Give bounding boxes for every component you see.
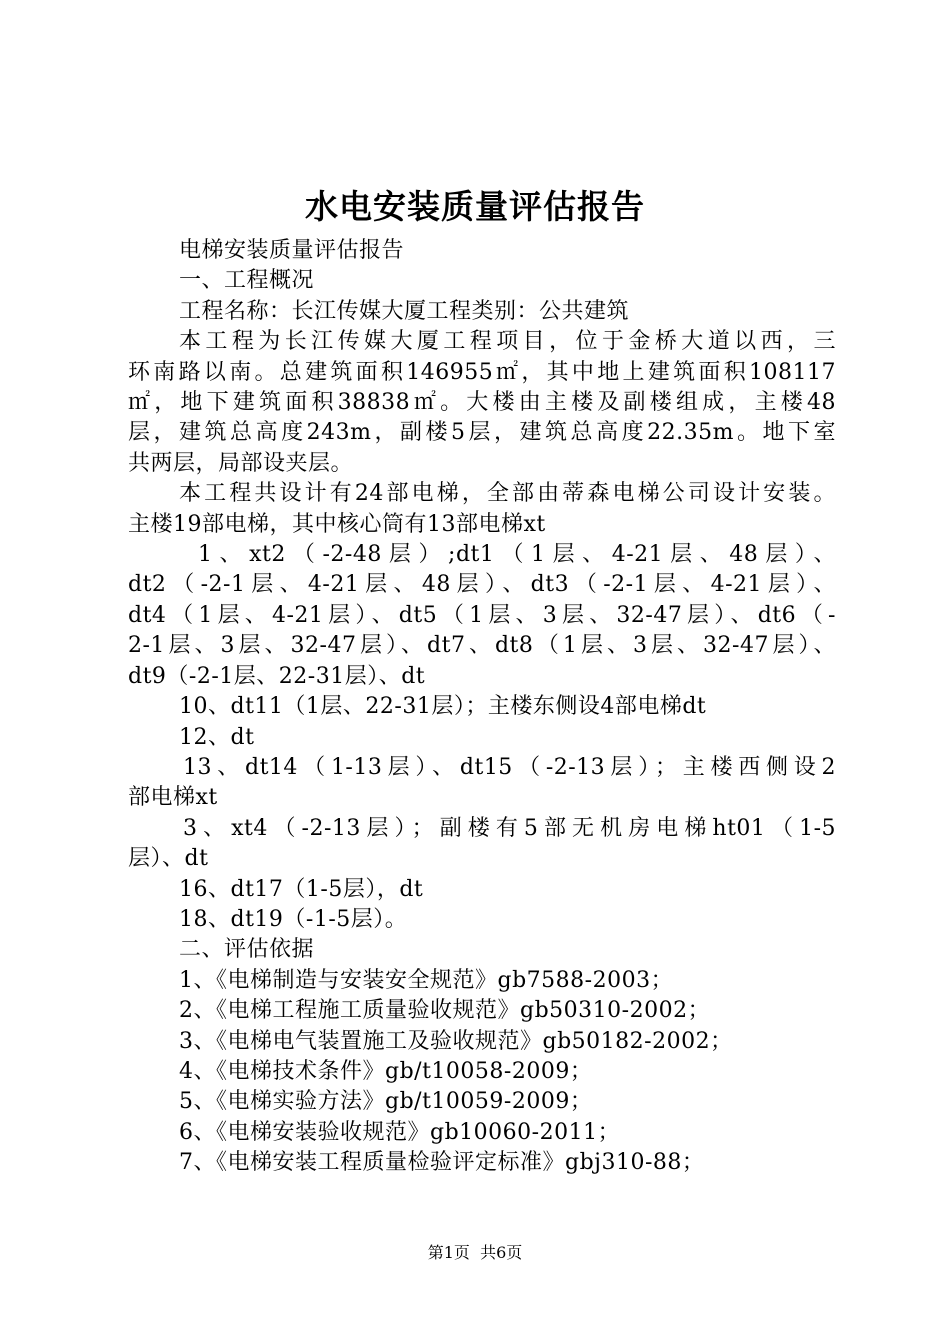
text-line: 工程名称：长江传媒大厦工程类别：公共建筑 <box>179 298 630 324</box>
text-line: 本工程共设计有24部电梯，全部由蒂森电梯公司设计安装。 <box>179 481 836 507</box>
list-item: 2、《电梯工程施工质量验收规范》gb50310-2002； <box>179 998 711 1024</box>
text-line: dt4（1层、4-21层）、dt5（1层、3层、32-47层）、dt6（- <box>128 602 836 628</box>
text-line: 主楼19部电梯，其中核心筒有13部电梯xt <box>128 511 546 537</box>
text-line: 本工程为长江传媒大厦工程项目，位于金桥大道以西，三 <box>179 329 836 355</box>
page-footer <box>0 1242 950 1264</box>
list-item: 7、《电梯安装工程质量检验评定标准》gbj310-88； <box>179 1150 705 1176</box>
text-line: 16、dt17（1-5层），dt <box>179 876 424 902</box>
text-line: dt9（-2-1层、22-31层）、dt <box>128 663 426 689</box>
text-line: 18、dt19（-1-5层）。 <box>179 906 408 932</box>
text-line: ㎡，地下建筑面积38838㎡。大楼由主楼及副楼组成，主楼48 <box>128 390 836 416</box>
document-title: 水电安装质量评估报告 <box>305 187 645 226</box>
text-line: 10、dt11（1层、22-31层）；主楼东侧设4部电梯dt <box>179 694 707 720</box>
list-item: 6、《电梯安装验收规范》gb10060-2011； <box>179 1119 621 1145</box>
section-heading: 一、工程概况 <box>179 268 315 294</box>
text-line: 12、dt <box>179 724 255 750</box>
document-body <box>128 236 836 1179</box>
text-line: 3、xt4（-2-13层）；副楼有5部无机房电梯ht01（1-5 <box>183 815 836 841</box>
text-line: 1、xt2（-2-48层）;dt1（1层、4-21层、48层）、 <box>198 542 836 568</box>
text-line: 电梯安装质量评估报告 <box>179 238 405 263</box>
text-line: 2-1层、3层、32-47层）、dt7、dt8（1层、3层、32-47层）、 <box>128 633 836 659</box>
list-item: 1、《电梯制造与安装安全规范》gb7588-2003； <box>179 967 674 993</box>
list-item: 3、《电梯电气装置施工及验收规范》gb50182-2002； <box>179 1028 733 1054</box>
text-line: 13、dt14（1-13层）、dt15（-2-13层）；主楼西侧设2 <box>183 754 836 780</box>
section-heading: 二、评估依据 <box>179 937 315 963</box>
text-line: 层）、dt <box>128 846 209 872</box>
list-item: 5、《电梯实验方法》gb/t10059-2009； <box>179 1089 593 1115</box>
text-line: 层，建筑总高度243m，副楼5层，建筑总高度22.35m。地下室 <box>128 420 836 446</box>
text-line: dt2（-2-1层、4-21层、48层）、dt3（-2-1层、4-21层）、 <box>128 572 836 598</box>
page-total: 共6页 <box>480 1243 523 1262</box>
text-line: 共两层，局部设夹层。 <box>128 450 354 476</box>
text-line: 部电梯xt <box>128 785 218 811</box>
text-line: 环南路以南。总建筑面积146955㎡，其中地上建筑面积108117 <box>128 359 836 385</box>
list-item: 4、《电梯技术条件》gb/t10058-2009； <box>179 1058 593 1084</box>
page-number: 第1页 <box>427 1243 470 1262</box>
